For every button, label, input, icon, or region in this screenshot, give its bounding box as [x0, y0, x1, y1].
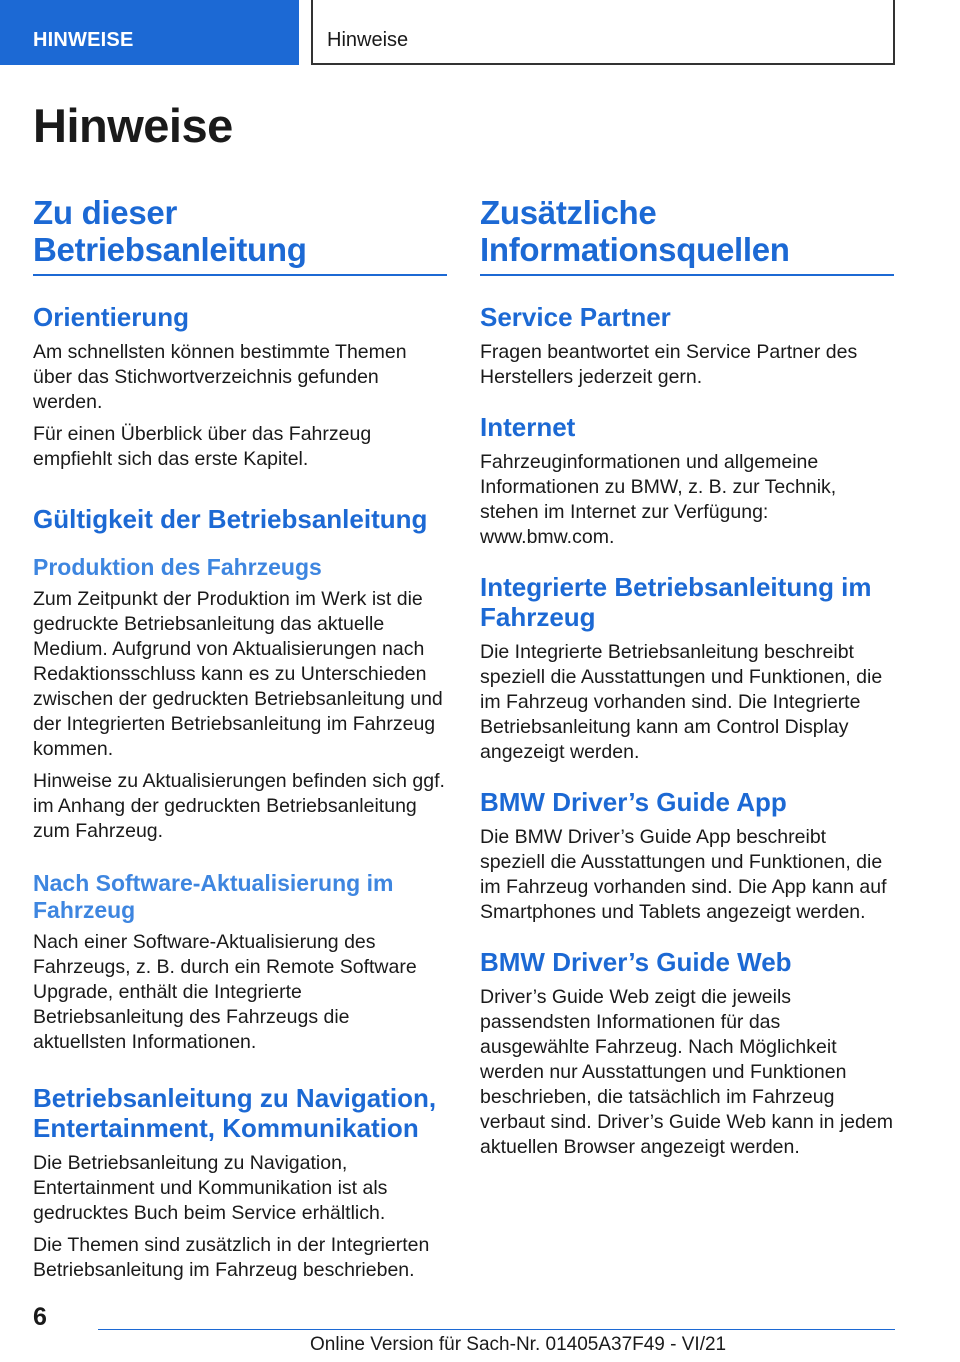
right-column-heading: Zusätzliche Informationsquellen — [480, 194, 894, 276]
paragraph: Zum Zeitpunkt der Produktion im Werk ist die gedruckte Betriebsanleitung das aktuelle Medium. Aufgrund von Aktualisierungen nach Redaktionsschluss kann es zu Unterschieden zwischen der gedruckten Betriebsanleitung und der Integrierten Betriebsanleitung im Fahrzeug kommen. — [33, 588, 443, 760]
page-number: 6 — [33, 1303, 47, 1331]
section-title-gueltigkeit: Gültigkeit der Betriebsanleitung — [33, 504, 428, 534]
section-title-service-partner: Service Partner — [480, 302, 671, 332]
section-title-integrierte: Integrierte Betriebsanleitung im Fahrzeug — [480, 572, 872, 632]
section-title-internet: Internet — [480, 412, 576, 442]
paragraph: Die Betriebsanleitung zu Navigation, Entertainment und Kommunikation ist als gedrucktes Buch beim Service erhältlich. — [33, 1152, 388, 1224]
left-column — [33, 194, 447, 1290]
subsection-title-software: Nach Software-Aktualisierung im Fahrzeug — [33, 870, 394, 923]
subsection-title-produktion: Produktion des Fahrzeugs — [33, 554, 322, 580]
chapter-tab-label: HINWEISE — [33, 29, 134, 51]
paragraph: Die Integrierte Betriebsanleitung beschreibt speziell die Ausstattungen und Funktionen, die im Fahrzeug vorhanden sind. Die Integrierte Betriebsanleitung kann am Control Display angezeigt werden. — [480, 641, 883, 763]
section-title-drivers-guide-app: BMW Driver’s Guide App — [480, 787, 787, 817]
paragraph: Am schnellsten können bestimmte Themen über das Stichwortverzeichnis gefunden werden. — [33, 341, 407, 413]
section-title-drivers-guide-web: BMW Driver’s Guide Web — [480, 947, 792, 977]
paragraph: Fragen beantwortet ein Service Partner des Herstellers jederzeit gern. — [480, 341, 858, 388]
paragraph: Hinweise zu Aktualisierungen befinden sich ggf. im Anhang der gedruckten Betriebsanleitung zum Fahrzeug. — [33, 770, 445, 842]
section-title-navigation: Betriebsanleitung zu Navigation, Entertainment, Kommunikation — [33, 1083, 437, 1143]
paragraph: Die Themen sind zusätzlich in der Integrierten Betriebsanleitung im Fahrzeug beschrieben. — [33, 1234, 430, 1281]
paragraph: Fahrzeuginformationen und allgemeine Informationen zu BMW, z. B. zur Technik, stehen im Internet zur Verfügung: www.bmw.com. — [480, 451, 837, 548]
section-header — [311, 0, 895, 65]
section-title-orientierung: Orientierung — [33, 302, 190, 332]
paragraph: Die BMW Driver’s Guide App beschreibt speziell die Ausstattungen und Funktionen, die im Fahrzeug vorhanden sind. Die App kann auf Smartphones und Tablets angezeigt werden. — [480, 826, 887, 923]
footer-divider — [98, 1329, 895, 1330]
right-column — [480, 194, 894, 1167]
left-column-heading: Zu dieser Betriebsanleitung — [33, 194, 447, 276]
section-header-label: Hinweise — [327, 29, 409, 51]
paragraph: Nach einer Software-Aktualisierung des Fahrzeugs, z. B. durch ein Remote Software Upgrade, enthält die Integrierte Betriebsanleitung des Fahrzeugs die aktuellsten Informationen. — [33, 931, 417, 1053]
chapter-tab — [0, 0, 299, 65]
paragraph: Driver’s Guide Web zeigt die jeweils passendsten Informationen für das ausgewählte Fahrzeug. Nach Möglichkeit werden nur Ausstattungen und Funktionen beschrieben, die tatsächlich im Fahrzeug verbaut sind. Driver’s Guide Web kann in jedem aktuellen Browser angezeigt werden. — [480, 986, 893, 1158]
paragraph: Für einen Überblick über das Fahrzeug empfiehlt sich das erste Kapitel. — [33, 423, 372, 470]
footer-version-text: Online Version für Sach-Nr. 01405A37F49 - VI/21 — [310, 1334, 727, 1355]
page-title: Hinweise — [33, 99, 233, 152]
